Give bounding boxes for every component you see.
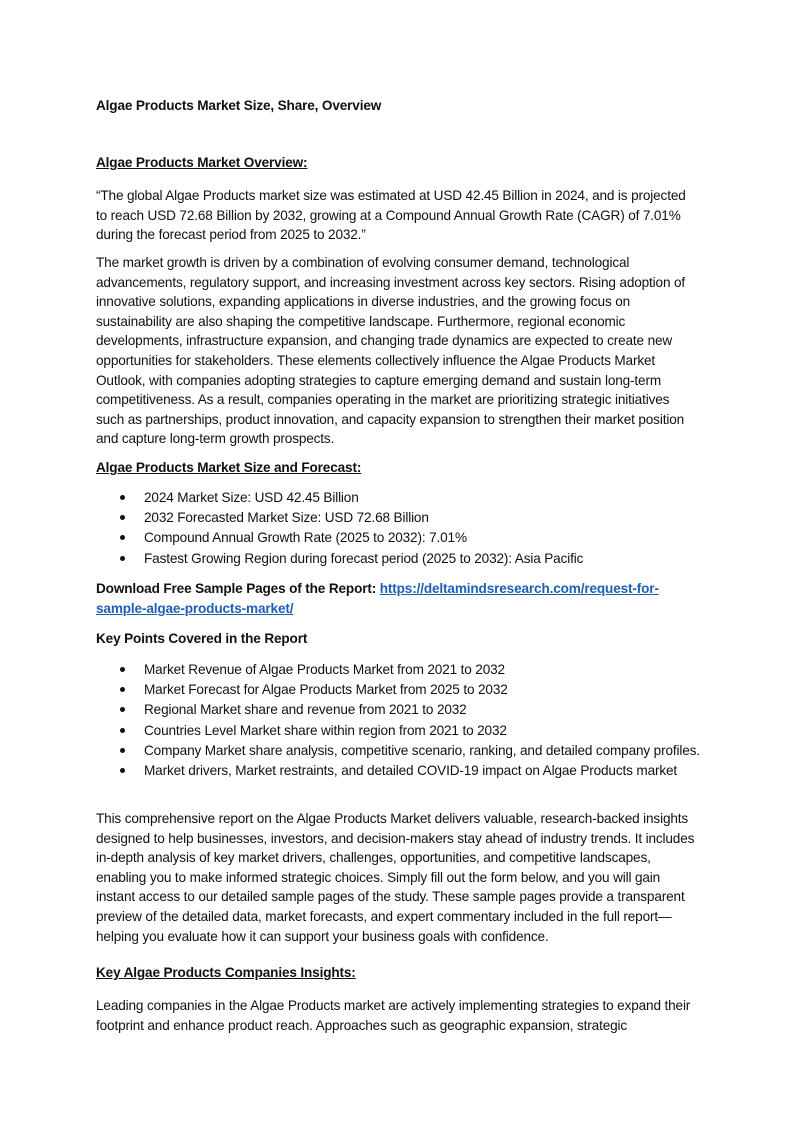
overview-heading: Algae Products Market Overview: — [96, 155, 308, 170]
bullet-icon — [120, 687, 125, 692]
size-forecast-list — [96, 488, 700, 569]
bullet-icon — [120, 728, 125, 733]
bullet-icon — [120, 707, 125, 712]
key-points-heading: Key Points Covered in the Report — [96, 631, 308, 646]
document-title: Algae Products Market Size, Share, Overview — [96, 98, 382, 113]
overview-paragraph: The market growth is driven by a combination of evolving consumer demand, technological advancements, regulatory support, and increasing investment across key sectors. Rising adoption of innovative solutions, expanding applications in diverse industries, and the growing focus on sustainability are also shaping the competitive landscape. Furthermore, regional economic developments, infrastructure expansion, and changing trade dynamics are expected to create new opportunities for stakeholders. These elements collectively influence the Algae Products Market Outlook, with companies adopting strategies to capture emerging demand and sustain long-term competitiveness. As a result, companies operating in the market are prioritizing strategic initiatives such as partnerships, product innovation, and capacity expansion to strengthen their market position and capture long-term growth prospects. — [96, 255, 686, 447]
bullet-icon — [120, 667, 125, 672]
bullet-icon — [120, 748, 125, 753]
bullet-icon — [120, 535, 125, 540]
list-item: Compound Annual Growth Rate (2025 to 2032): 7.01% — [96, 528, 700, 548]
sample-request-link[interactable]: https://deltamindsresearch.com/request-for-sample-algae-products-market/ — [96, 581, 659, 616]
list-item: 2024 Market Size: USD 42.45 Billion — [96, 488, 700, 508]
companies-paragraph: Leading companies in the Algae Products market are actively implementing strategies to expand their footprint and enhance product reach. Approaches such as geographic expansion, strategic — [96, 998, 691, 1033]
list-item: Countries Level Market share within region from 2021 to 2032 — [96, 721, 700, 741]
list-item: Market drivers, Market restraints, and detailed COVID-19 impact on Algae Products market — [96, 761, 700, 781]
list-item: Company Market share analysis, competitive scenario, ranking, and detailed company profiles. — [96, 741, 700, 761]
list-item: Market Forecast for Algae Products Market from 2025 to 2032 — [96, 680, 700, 700]
size-forecast-heading: Algae Products Market Size and Forecast: — [96, 460, 362, 475]
list-item: Market Revenue of Algae Products Market from 2021 to 2032 — [96, 660, 700, 680]
bullet-icon — [120, 495, 125, 500]
bullet-icon — [120, 556, 125, 561]
overview-quote: “The global Algae Products market size was estimated at USD 42.45 Billion in 2024, and is projected to reach USD 72.68 Billion by 2032, growing at a Compound Annual Growth Rate (CAGR) of 7.01% during the forecast period from 2025 to 2032.” — [96, 188, 686, 243]
list-item: Regional Market share and revenue from 2021 to 2032 — [96, 700, 700, 720]
bullet-icon — [120, 515, 125, 520]
key-points-list — [96, 660, 700, 781]
report-paragraph: This comprehensive report on the Algae Products Market delivers valuable, research-backed insights designed to help businesses, investors, and decision-makers stay ahead of industry trends. It includes in-depth analysis of key market drivers, challenges, opportunities, and competitive landscapes, enabling you to make informed strategic choices. Simply fill out the form below, and you will gain instant access to our detailed sample pages of the study. These sample pages provide a transparent preview of the detailed data, market forecasts, and expert commentary included in the full report—helping you evaluate how it can support your business goals with confidence. — [96, 811, 695, 944]
download-label: Download Free Sample Pages of the Report: — [96, 581, 380, 596]
download-sample-line — [96, 579, 700, 618]
list-item: Fastest Growing Region during forecast period (2025 to 2032): Asia Pacific — [96, 549, 700, 569]
bullet-icon — [120, 768, 125, 773]
companies-heading: Key Algae Products Companies Insights: — [96, 965, 356, 980]
list-item: 2032 Forecasted Market Size: USD 72.68 Billion — [96, 508, 700, 528]
